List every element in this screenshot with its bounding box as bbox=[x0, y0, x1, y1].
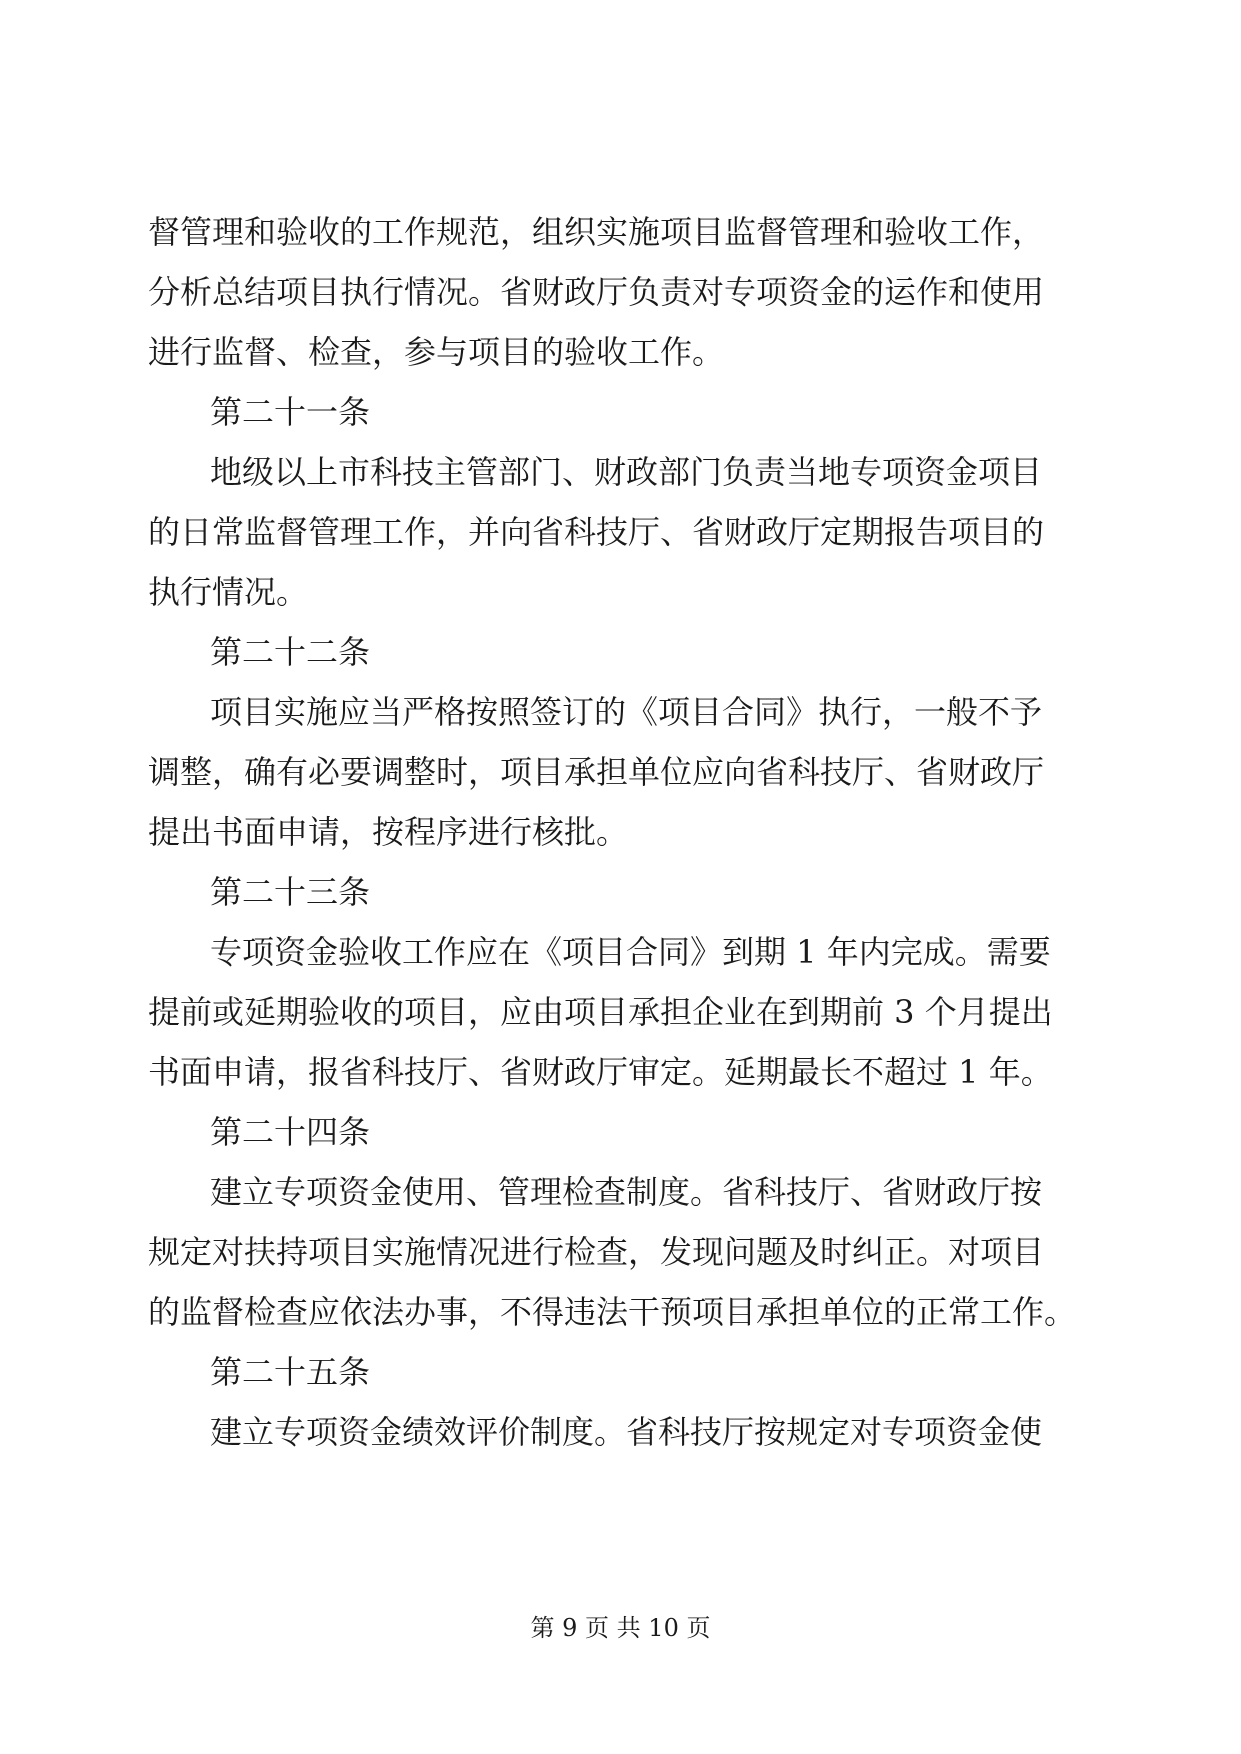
body-line bbox=[0, 1282, 1241, 1342]
body-text: 执行情况。 bbox=[148, 573, 309, 611]
body-line bbox=[0, 1402, 1241, 1462]
body-line bbox=[0, 1042, 1241, 1102]
body-text: 项目实施应当严格按照签订的《项目合同》执行，一般不予 bbox=[210, 693, 1043, 731]
body-text: 建立专项资金使用、管理检查制度。省科技厅、省财政厅按 bbox=[210, 1173, 1043, 1211]
article-heading-text: 第二十一条 bbox=[210, 393, 371, 431]
page-number-footer: 第 9 页 共 10 页 bbox=[530, 1614, 711, 1642]
body-text: 的日常监督管理工作，并向省科技厅、省财政厅定期报告项目的 bbox=[148, 513, 1045, 551]
body-text: 的监督检查应依法办事，不得违法干预项目承担单位的正常工作。 bbox=[148, 1293, 1077, 1331]
body-text: 督管理和验收的工作规范，组织实施项目监督管理和验收工作， bbox=[148, 213, 1045, 251]
body-line bbox=[0, 262, 1241, 322]
article-heading bbox=[0, 382, 1241, 442]
body-text: 建立专项资金绩效评价制度。省科技厅按规定对专项资金使 bbox=[210, 1413, 1043, 1451]
body-text: 规定对扶持项目实施情况进行检查，发现问题及时纠正。对项目 bbox=[148, 1233, 1045, 1271]
article-heading-text: 第二十四条 bbox=[210, 1113, 371, 1151]
body-text: 专项资金验收工作应在《项目合同》到期 1 年内完成。需要 bbox=[210, 933, 1051, 971]
body-line bbox=[0, 922, 1241, 982]
body-line bbox=[0, 982, 1241, 1042]
article-heading bbox=[0, 1342, 1241, 1402]
body-line bbox=[0, 682, 1241, 742]
body-text: 分析总结项目执行情况。省财政厅负责对专项资金的运作和使用 bbox=[148, 273, 1045, 311]
body-text: 地级以上市科技主管部门、财政部门负责当地专项资金项目 bbox=[210, 453, 1043, 491]
body-text: 提出书面申请，按程序进行核批。 bbox=[148, 813, 629, 851]
body-line bbox=[0, 322, 1241, 382]
body-line bbox=[0, 742, 1241, 802]
body-line bbox=[0, 202, 1241, 262]
body-line bbox=[0, 802, 1241, 862]
body-text: 进行监督、检查，参与项目的验收工作。 bbox=[148, 333, 725, 371]
body-text: 提前或延期验收的项目，应由项目承担企业在到期前 3 个月提出 bbox=[148, 993, 1053, 1031]
body-line bbox=[0, 502, 1241, 562]
body-line bbox=[0, 1222, 1241, 1282]
body-text: 调整，确有必要调整时，项目承担单位应向省科技厅、省财政厅 bbox=[148, 753, 1045, 791]
body-line bbox=[0, 442, 1241, 502]
body-line bbox=[0, 562, 1241, 622]
body-text: 书面申请，报省科技厅、省财政厅审定。延期最长不超过 1 年。 bbox=[148, 1053, 1053, 1091]
article-heading bbox=[0, 622, 1241, 682]
body-line bbox=[0, 1162, 1241, 1222]
article-heading-text: 第二十二条 bbox=[210, 633, 371, 671]
article-heading bbox=[0, 1102, 1241, 1162]
article-heading-text: 第二十三条 bbox=[210, 873, 371, 911]
article-heading-text: 第二十五条 bbox=[210, 1353, 371, 1391]
article-heading bbox=[0, 862, 1241, 922]
